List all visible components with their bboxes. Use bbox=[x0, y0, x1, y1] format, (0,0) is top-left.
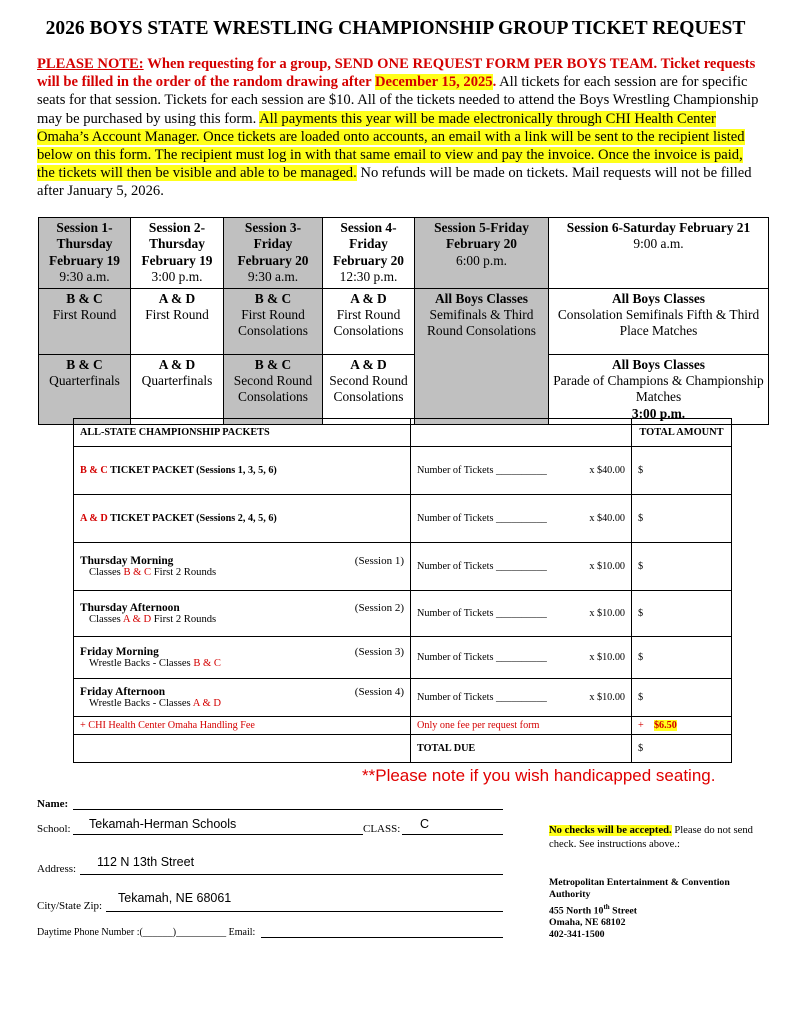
session-1-header: Session 1- Thursday February 19 9:30 a.m. bbox=[39, 218, 131, 289]
session-6-header: Session 6-Saturday February 21 9:00 a.m. bbox=[549, 218, 769, 289]
handling-fee-amount: + $6.50 bbox=[632, 717, 732, 735]
session-3-round-b: B & C Second Round Consolations bbox=[224, 354, 323, 425]
no-checks-note: No checks will be accepted. Please do not send check. See instructions above.: bbox=[549, 825, 753, 850]
note-part4: No refunds will be made on tickets. Mail requests will not be filled after January 5, 2026. bbox=[37, 165, 752, 200]
school-field[interactable] bbox=[73, 834, 363, 835]
note-part3: All tickets for each session are for specific seats for that session. Tickets for each session are $10. All of the tickets needed to attend the Boys Wrestling Championship may be purchased by using this form. bbox=[37, 74, 759, 127]
payment-highlight: All payments this year will be made electronically through CHI Health Center Omaha’s Account Manager. Once tickets are loaded onto accounts, an email with a link will be sent to the recipient listed below on this form. The recipient must log in with that same email to view and pay the invoice. Once the invoice is paid, the tickets will then be visible and able to be managed. bbox=[37, 110, 745, 182]
thursday-morning-total[interactable]: $ bbox=[632, 543, 732, 591]
session-2-round-a: A & D First Round bbox=[131, 288, 224, 354]
session-1-round-b: B & C Quarterfinals bbox=[39, 354, 131, 425]
session-6-round-a: All Boys Classes Consolation Semifinals Fifth & Third Place Matches bbox=[549, 288, 769, 354]
session-2-header: Session 2- Thursday February 19 3:00 p.m. bbox=[131, 218, 224, 289]
school-value: Tekamah-Herman Schools bbox=[89, 817, 237, 831]
email-field[interactable] bbox=[261, 937, 503, 938]
mailing-address: Metropolitan Entertainment & Convention Authority 455 North 10th Street Omaha, NE 68102 402-341-1500 bbox=[549, 877, 730, 941]
session-5-header: Session 5-Friday February 20 6:00 p.m. bbox=[415, 218, 549, 289]
ad-packet-total[interactable]: $ bbox=[632, 495, 732, 543]
thursday-afternoon-label: Thursday Afternoon (Session 2) Classes A & D First 2 Rounds bbox=[74, 591, 411, 637]
session-schedule bbox=[38, 217, 769, 425]
packets-header: ALL-STATE CHAMPIONSHIP PACKETS bbox=[74, 419, 411, 447]
session-2-round-b: A & D Quarterfinals bbox=[131, 354, 224, 425]
note-period: . bbox=[492, 74, 497, 91]
bc-packet-qty[interactable]: Number of Tickets __________ x $40.00 bbox=[411, 447, 632, 495]
thursday-afternoon-qty[interactable]: Number of Tickets __________ x $10.00 bbox=[411, 591, 632, 637]
address-label: Address: bbox=[37, 863, 77, 875]
session-1-round-a: B & C First Round bbox=[39, 288, 131, 354]
address-value: 112 N 13th Street bbox=[97, 855, 195, 869]
handling-fee-note: Only one fee per request form bbox=[411, 717, 632, 735]
class-value: C bbox=[420, 817, 430, 831]
ticket-order-table bbox=[73, 418, 732, 763]
friday-morning-total[interactable]: $ bbox=[632, 637, 732, 679]
session-4-header: Session 4- Friday February 20 12:30 p.m. bbox=[323, 218, 415, 289]
note-lead: PLEASE NOTE: bbox=[37, 56, 144, 72]
note-part1: When requesting for a group, SEND ONE REQUEST FORM PER BOYS TEAM. Ticket requests will be filled in the order of the random drawing after bbox=[37, 56, 756, 91]
class-label: CLASS: bbox=[363, 823, 401, 835]
handling-fee-label: + CHI Health Center Omaha Handling Fee bbox=[74, 717, 411, 735]
ad-packet-label: A & D TICKET PACKET (Sessions 2, 4, 5, 6) bbox=[74, 495, 411, 543]
session-4-round-a: A & D First Round Consolations bbox=[323, 288, 415, 354]
address-field[interactable] bbox=[80, 874, 503, 875]
total-due-label: TOTAL DUE bbox=[411, 735, 632, 763]
school-label: School: bbox=[37, 823, 71, 835]
total-amount-header: TOTAL AMOUNT bbox=[632, 419, 732, 447]
name-field[interactable] bbox=[73, 809, 503, 810]
total-due-amount[interactable]: $ bbox=[632, 735, 732, 763]
friday-morning-label: Friday Morning (Session 3) Wrestle Backs - Classes B & C bbox=[74, 637, 411, 679]
thursday-morning-label: Thursday Morning (Session 1) Classes B & C First 2 Rounds bbox=[74, 543, 411, 591]
city-value: Tekamah, NE 68061 bbox=[118, 891, 232, 905]
bc-packet-total[interactable]: $ bbox=[632, 447, 732, 495]
city-field[interactable] bbox=[106, 911, 503, 912]
session-4-round-b: A & D Second Round Consolations bbox=[323, 354, 415, 425]
ad-packet-qty[interactable]: Number of Tickets __________ x $40.00 bbox=[411, 495, 632, 543]
handicap-seating-note: **Please note if you wish handicapped seating. bbox=[362, 766, 716, 785]
thursday-afternoon-total[interactable]: $ bbox=[632, 591, 732, 637]
thursday-morning-qty[interactable]: Number of Tickets __________ x $10.00 bbox=[411, 543, 632, 591]
friday-morning-qty[interactable]: Number of Tickets __________ x $10.00 bbox=[411, 637, 632, 679]
friday-afternoon-label: Friday Afternoon (Session 4) Wrestle Backs - Classes A & D bbox=[74, 679, 411, 717]
class-field[interactable] bbox=[402, 834, 503, 835]
session-3-round-a: B & C First Round Consolations bbox=[224, 288, 323, 354]
page-title: 2026 BOYS STATE WRESTLING CHAMPIONSHIP GROUP TICKET REQUEST bbox=[45, 18, 746, 39]
session-5-rounds: All Boys Classes Semifinals & Third Round Consolations bbox=[415, 288, 549, 425]
drawing-date: December 15, 2025 bbox=[374, 74, 493, 91]
city-label: City/State Zip: bbox=[37, 900, 103, 912]
session-3-header: Session 3- Friday February 20 9:30 a.m. bbox=[224, 218, 323, 289]
bc-packet-label: B & C TICKET PACKET (Sessions 1, 3, 5, 6) bbox=[74, 447, 411, 495]
instructions bbox=[37, 55, 762, 201]
friday-afternoon-qty[interactable]: Number of Tickets __________ x $10.00 bbox=[411, 679, 632, 717]
session-6-round-b: All Boys Classes Parade of Champions & Championship Matches 3:00 p.m. bbox=[549, 354, 769, 425]
friday-afternoon-total[interactable]: $ bbox=[632, 679, 732, 717]
name-label: Name: bbox=[37, 798, 69, 810]
phone-email-label: Daytime Phone Number :(______)__________ Email: bbox=[37, 927, 256, 938]
